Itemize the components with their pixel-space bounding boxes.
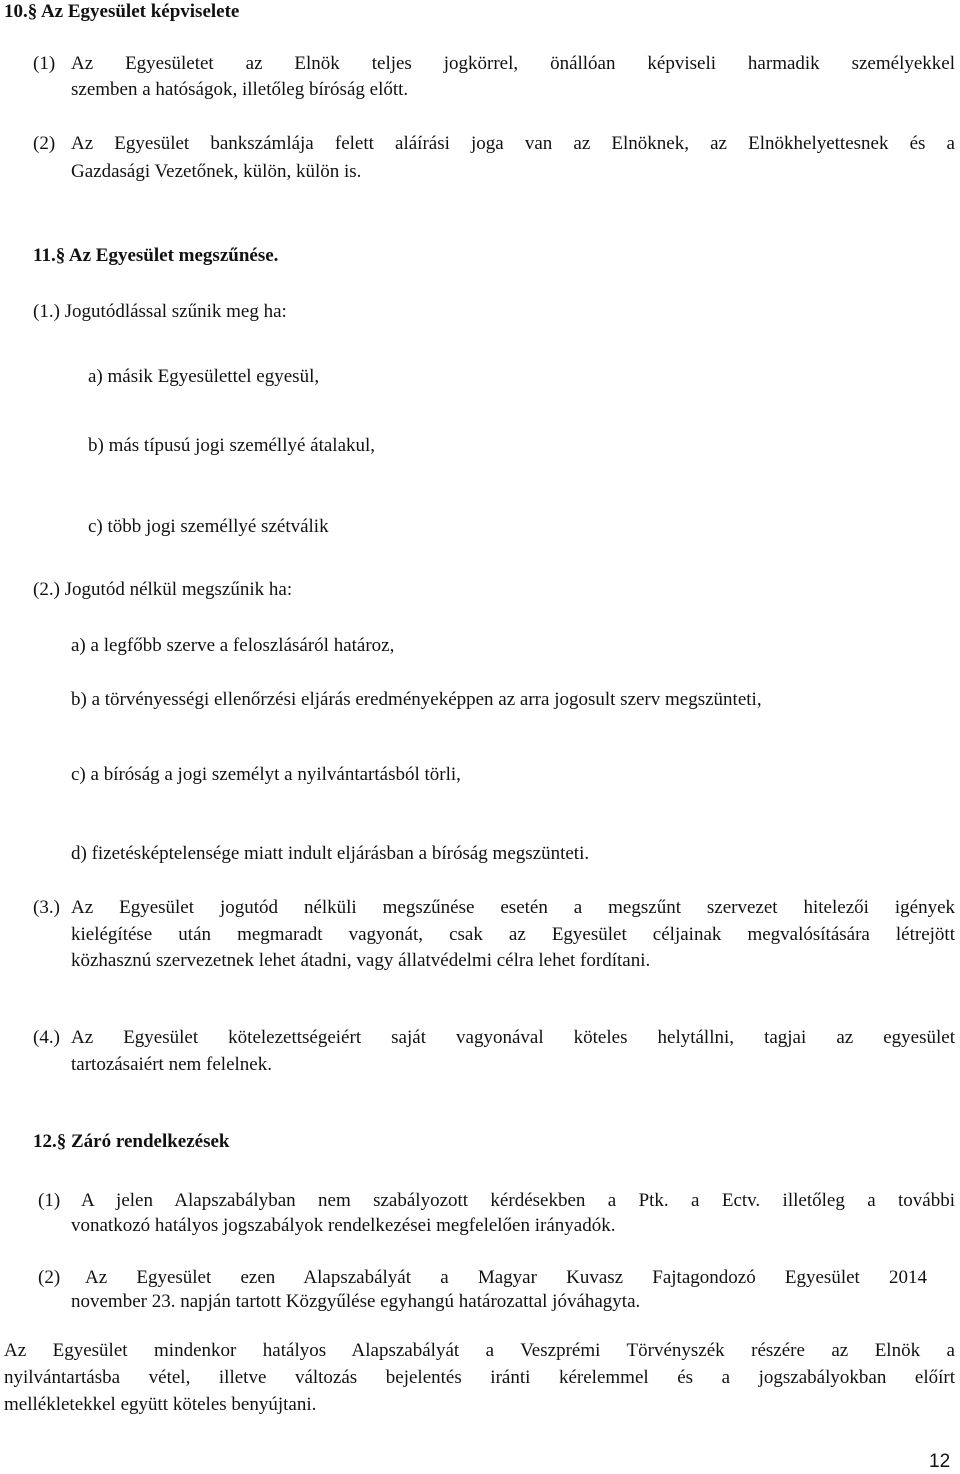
section-10-heading: 10.§ Az Egyesület képviselete — [4, 1, 240, 22]
section-12-heading: 12.§ Záró rendelkezések — [33, 1131, 230, 1152]
s11-p3-line2: kielégítése után megmaradt vagyonát, csak az Egyesület céljainak megvalósítására létrejött — [71, 924, 955, 945]
s10-p1-label: (1) — [33, 53, 56, 74]
s12-p2-line2: november 23. napján tartott Közgyűlése egyhangú határozattal jóváhagyta. — [71, 1291, 641, 1312]
s11-p4-line1: Az Egyesület kötelezettségeiért saját vagyonával köteles helytállni, tagjai az egyesület — [71, 1027, 955, 1048]
s11-p3-line3: közhasznú szervezetnek lehet átadni, vagy állatvédelmi célra lehet fordítani. — [71, 950, 651, 971]
s11-p1-item-b: b) más típusú jogi személlyé átalakul, — [88, 435, 376, 456]
s10-p1-line2: szemben a hatóságok, illetőleg bíróság előtt. — [71, 79, 409, 100]
closing-line1: Az Egyesület mindenkor hatályos Alapszabályát a Veszprémi Törvényszék részére az Elnök a — [4, 1340, 955, 1361]
closing-line3: mellékletekkel együtt köteles benyújtani. — [4, 1394, 317, 1415]
s10-p2-label: (2) — [33, 133, 56, 154]
s12-p1-line1: A jelen Alapszabályban nem szabályozott kérdésekben a Ptk. a Ectv. illetőleg a további — [81, 1190, 955, 1211]
s10-p2-line2: Gazdasági Vezetőnek, külön, külön is. — [71, 161, 362, 182]
s11-p2-item-a: a) a legfőbb szerve a feloszlásáról határoz, — [71, 635, 395, 656]
s12-p2-label: (2) — [38, 1267, 61, 1288]
page-number: 12 — [929, 1451, 951, 1472]
s11-p3-line1: Az Egyesület jogutód nélküli megszűnése esetén a megszűnt szervezet hitelezői igények — [71, 897, 955, 918]
s11-p1-item-a: a) másik Egyesülettel egyesül, — [88, 366, 320, 387]
s11-p3-label: (3.) — [33, 897, 60, 918]
s12-p1-label: (1) — [38, 1190, 61, 1211]
s11-p4-label: (4.) — [33, 1027, 60, 1048]
s12-p1-line2: vonatkozó hatályos jogszabályok rendelkezései megfelelően irányadók. — [71, 1215, 616, 1236]
s11-p4-line2: tartozásaiért nem felelnek. — [71, 1054, 272, 1075]
s10-p1-line1: Az Egyesületet az Elnök teljes jogkörrel, önállóan képviseli harmadik személyekkel — [71, 53, 955, 74]
section-11-heading: 11.§ Az Egyesület megszűnése. — [33, 245, 279, 266]
s11-p2-item-b: b) a törvényességi ellenőrzési eljárás eredményeképpen az arra jogosult szerv megszünteti, — [71, 689, 762, 710]
s11-p1-item-c: c) több jogi személlyé szétválik — [88, 516, 329, 537]
s11-p2-item-d: d) fizetésképtelensége miatt indult eljárásban a bíróság megszünteti. — [71, 843, 590, 864]
s12-p2-line1: Az Egyesület ezen Alapszabályát a Magyar Kuvasz Fajtagondozó Egyesület 2014 — [85, 1267, 927, 1288]
s11-p1-intro: (1.) Jogutódlással szűnik meg ha: — [33, 301, 287, 322]
s11-p2-intro: (2.) Jogutód nélkül megszűnik ha: — [33, 579, 293, 600]
closing-line2: nyilvántartásba vétel, illetve változás bejelentés iránti kérelemmel és a jogszabályokban előírt — [4, 1367, 955, 1388]
s10-p2-line1: Az Egyesület bankszámlája felett aláírási joga van az Elnöknek, az Elnökhelyettesnek és a — [71, 133, 955, 154]
s11-p2-item-c: c) a bíróság a jogi személyt a nyilvántartásból törli, — [71, 764, 461, 785]
